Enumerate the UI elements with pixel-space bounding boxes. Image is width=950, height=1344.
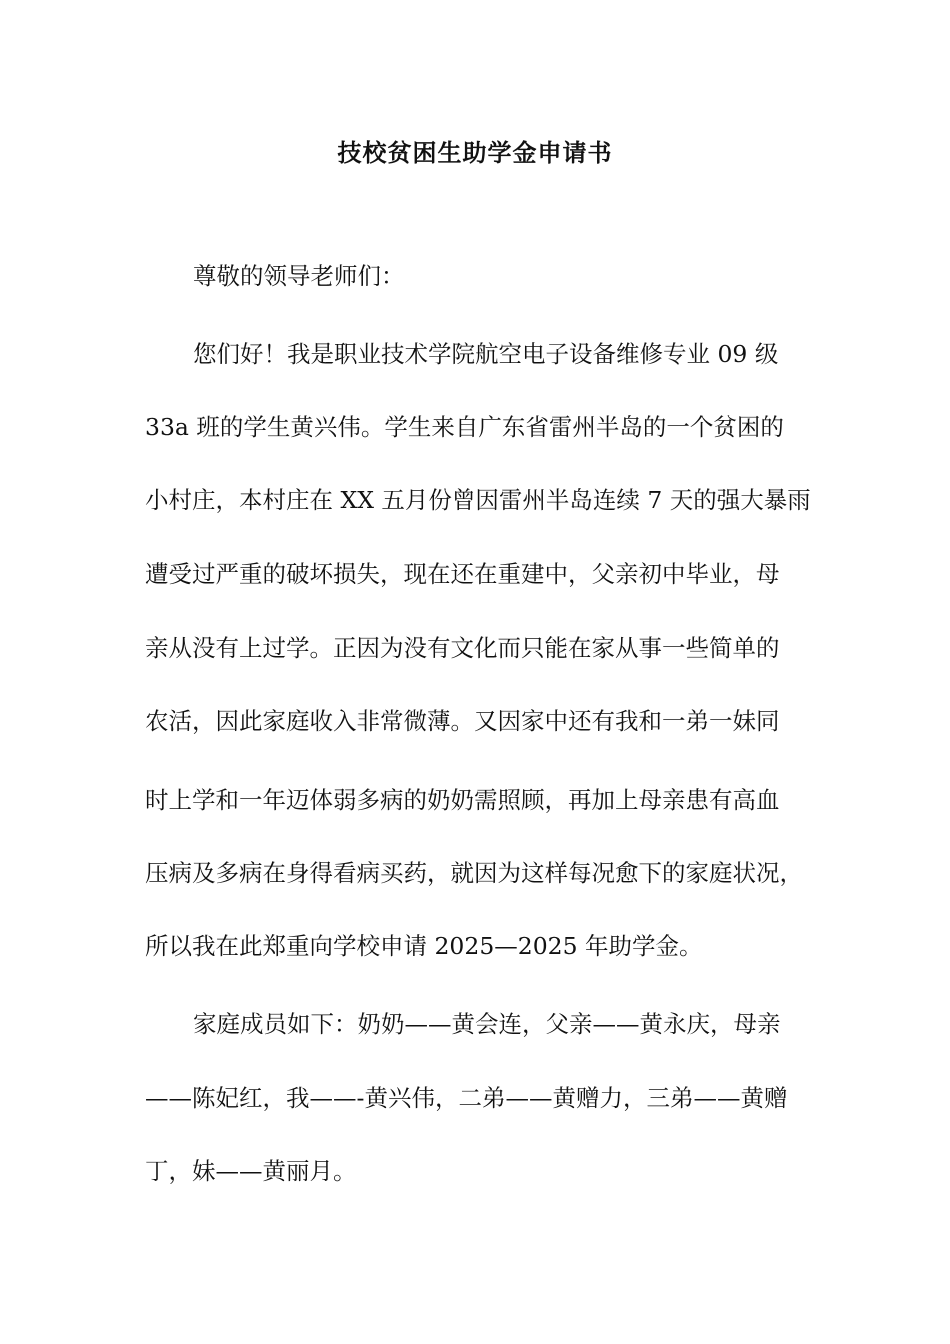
paragraph-2-line-3: 丁，妹——黄丽月。 (145, 1157, 357, 1185)
paragraph-2-line-2: ——陈妃红，我——-黄兴伟，二弟——黄赠力，三弟——黄赠 (145, 1084, 788, 1112)
paragraph-1-line-1: 您们好！我是职业技术学院航空电子设备维修专业 09 级 (193, 340, 779, 368)
paragraph-1-line-4: 遭受过严重的破坏损失，现在还在重建中，父亲初中毕业，母 (145, 560, 780, 588)
paragraph-1-line-7: 时上学和一年迈体弱多病的奶奶需照顾，再加上母亲患有高血 (145, 786, 780, 814)
paragraph-1-line-5: 亲从没有上过学。正因为没有文化而只能在家从事一些简单的 (145, 634, 780, 662)
paragraph-1-line-3: 小村庄，本村庄在 XX 五月份曾因雷州半岛连续 7 天的强大暴雨 (145, 486, 811, 514)
paragraph-1-line-9: 所以我在此郑重向学校申请 2025—2025 年助学金。 (145, 932, 703, 960)
document-title: 技校贫困生助学金申请书 (337, 138, 613, 167)
salutation: 尊敬的领导老师们： (193, 262, 405, 290)
paragraph-1-line-6: 农活，因此家庭收入非常微薄。又因家中还有我和一弟一妹同 (145, 707, 780, 735)
paragraph-1-line-2: 33a 班的学生黄兴伟。学生来自广东省雷州半岛的一个贫困的 (145, 413, 784, 441)
paragraph-2-line-1: 家庭成员如下：奶奶——黄会连，父亲——黄永庆，母亲 (193, 1010, 781, 1038)
paragraph-1-line-8: 压病及多病在身得看病买药，就因为这样每况愈下的家庭状况， (145, 859, 803, 887)
